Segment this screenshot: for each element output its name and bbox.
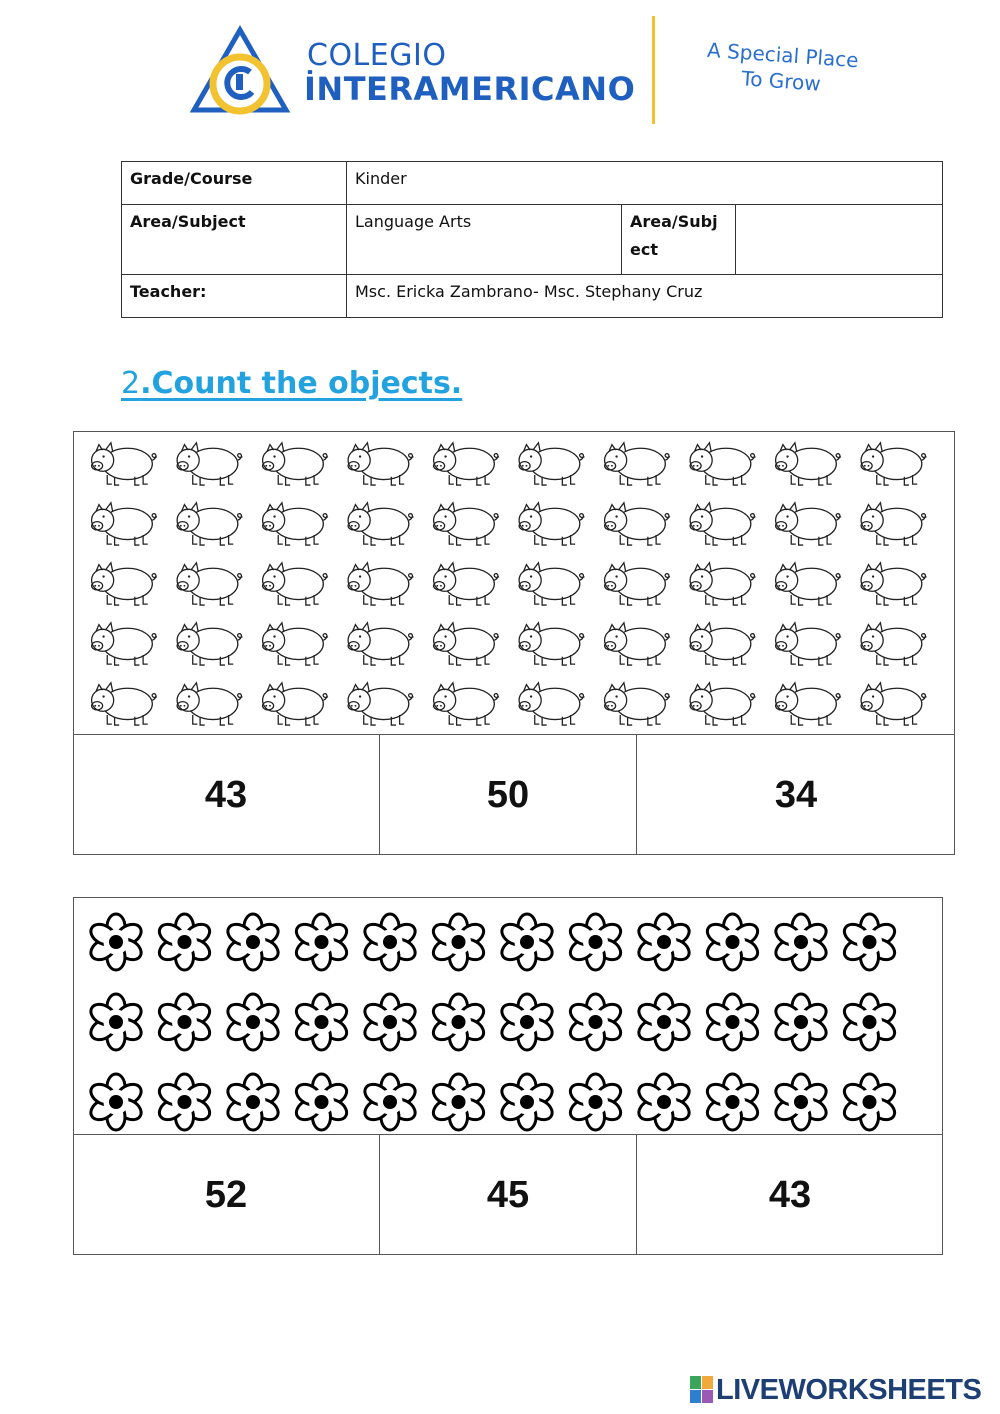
flower-icon (224, 1074, 281, 1130)
pig-icon (92, 683, 157, 725)
answer-option[interactable]: 52 (204, 1173, 248, 1216)
flower-icon (156, 914, 213, 970)
pig-icon (861, 623, 926, 665)
flower-icon (498, 914, 555, 970)
flower-icon (841, 994, 898, 1050)
liveworksheets-brand (690, 1374, 990, 1406)
flower-icon (430, 1074, 487, 1130)
flower-icon (635, 914, 692, 970)
pig-icon (776, 623, 841, 665)
pig-icon (434, 443, 499, 485)
pig-icon (861, 503, 926, 545)
pig-icon (263, 623, 328, 665)
pig-icon (263, 443, 328, 485)
pig-icon (434, 623, 499, 665)
flower-icon (224, 914, 281, 970)
school-slogan (680, 35, 883, 101)
area-label-secondary-line1: Area/Subj (630, 212, 718, 231)
flower-icon (498, 1074, 555, 1130)
pig-icon (348, 443, 413, 485)
flower-icon (567, 914, 624, 970)
pig-icon (348, 503, 413, 545)
logo-divider (652, 16, 655, 124)
pig-icon (776, 563, 841, 605)
flower-icon (704, 914, 761, 970)
brand-name: LIVEWORKSHEETS (716, 1374, 982, 1406)
pig-grid (74, 432, 954, 735)
flower-icon (430, 994, 487, 1050)
pig-icon (92, 563, 157, 605)
pig-icon (605, 503, 670, 545)
exercise-heading (121, 366, 462, 401)
slogan-line1: A Special Place (706, 37, 860, 73)
flower-icon (87, 994, 144, 1050)
question-pigs (73, 431, 955, 855)
pig-icon (690, 503, 755, 545)
pig-icon (861, 563, 926, 605)
flower-icon (772, 914, 829, 970)
pig-icon (177, 683, 242, 725)
exercise-number: 2 (121, 366, 141, 401)
pig-icon (434, 503, 499, 545)
pig-icon (92, 503, 157, 545)
flower-icon (293, 994, 350, 1050)
flower-icon (430, 914, 487, 970)
area-label-secondary (622, 205, 736, 275)
flower-icon (156, 994, 213, 1050)
exercise-title: .Count the objects. (140, 366, 463, 401)
liveworksheets-logo-icon (690, 1376, 714, 1404)
pig-icon (263, 503, 328, 545)
pig-icon (519, 623, 584, 665)
area-label: Area/Subject (122, 205, 347, 275)
pig-icon (605, 683, 670, 725)
flower-icon (87, 914, 144, 970)
pig-icon (776, 443, 841, 485)
flower-icon (772, 994, 829, 1050)
logo-name-line2: İNTERAMERICANO (304, 70, 636, 108)
pig-icon (776, 503, 841, 545)
pig-icon (348, 563, 413, 605)
answer-option[interactable]: 50 (379, 735, 636, 855)
pig-icon (177, 563, 242, 605)
logo-name-line1: COLEGIO (307, 38, 447, 73)
info-table (121, 161, 943, 318)
pig-icon (519, 443, 584, 485)
pig-icon (776, 683, 841, 725)
pig-icon (861, 443, 926, 485)
flower-icon (567, 1074, 624, 1130)
slogan-line2: To Grow (740, 66, 822, 96)
flower-icon (567, 994, 624, 1050)
pig-icon (519, 683, 584, 725)
pig-icon (690, 623, 755, 665)
pig-icon (348, 623, 413, 665)
question-flowers (73, 897, 943, 1255)
answer-options-flowers (73, 1134, 943, 1255)
pig-icon (605, 563, 670, 605)
logo-triangle-icon (190, 22, 300, 122)
pig-icon (519, 503, 584, 545)
flower-icon (841, 1074, 898, 1130)
pig-icon (605, 623, 670, 665)
teacher-value: Msc. Ericka Zambrano- Msc. Stephany Cruz (347, 275, 943, 318)
answer-option[interactable]: 43 (204, 773, 248, 816)
pig-icon (92, 443, 157, 485)
flower-icon (224, 994, 281, 1050)
flower-icon (293, 1074, 350, 1130)
pig-icon (177, 503, 242, 545)
flower-icon (704, 994, 761, 1050)
flower-icon (704, 1074, 761, 1130)
flower-icon (361, 914, 418, 970)
flower-icon (772, 1074, 829, 1130)
answer-option[interactable]: 43 (636, 1135, 943, 1255)
pig-icon (263, 683, 328, 725)
answer-options-pigs (73, 734, 955, 855)
pig-icon (861, 683, 926, 725)
school-logo (190, 22, 870, 132)
flower-icon (635, 1074, 692, 1130)
flower-icon (361, 1074, 418, 1130)
answer-option[interactable]: 34 (636, 735, 955, 855)
flower-grid (74, 898, 942, 1136)
pig-icon (177, 623, 242, 665)
pig-icon (177, 443, 242, 485)
answer-option[interactable]: 45 (379, 1135, 636, 1255)
pig-icon (434, 563, 499, 605)
pig-icon (519, 563, 584, 605)
flower-icon (156, 1074, 213, 1130)
flower-icon (87, 1074, 144, 1130)
flower-icon (293, 914, 350, 970)
pig-icon (434, 683, 499, 725)
flower-icon (361, 994, 418, 1050)
flower-icon (635, 994, 692, 1050)
flower-icon (841, 914, 898, 970)
grade-label: Grade/Course (122, 162, 347, 205)
pig-icon (92, 623, 157, 665)
pig-icon (690, 683, 755, 725)
area-value: Language Arts (347, 205, 622, 275)
pig-icon (348, 683, 413, 725)
pig-icon (690, 563, 755, 605)
teacher-label: Teacher: (122, 275, 347, 318)
grade-value: Kinder (347, 162, 943, 205)
pig-icon (690, 443, 755, 485)
area-label-secondary-line2: ect (630, 240, 658, 259)
pig-icon (605, 443, 670, 485)
pig-icon (263, 563, 328, 605)
area-value-secondary[interactable] (736, 205, 943, 275)
flower-icon (498, 994, 555, 1050)
